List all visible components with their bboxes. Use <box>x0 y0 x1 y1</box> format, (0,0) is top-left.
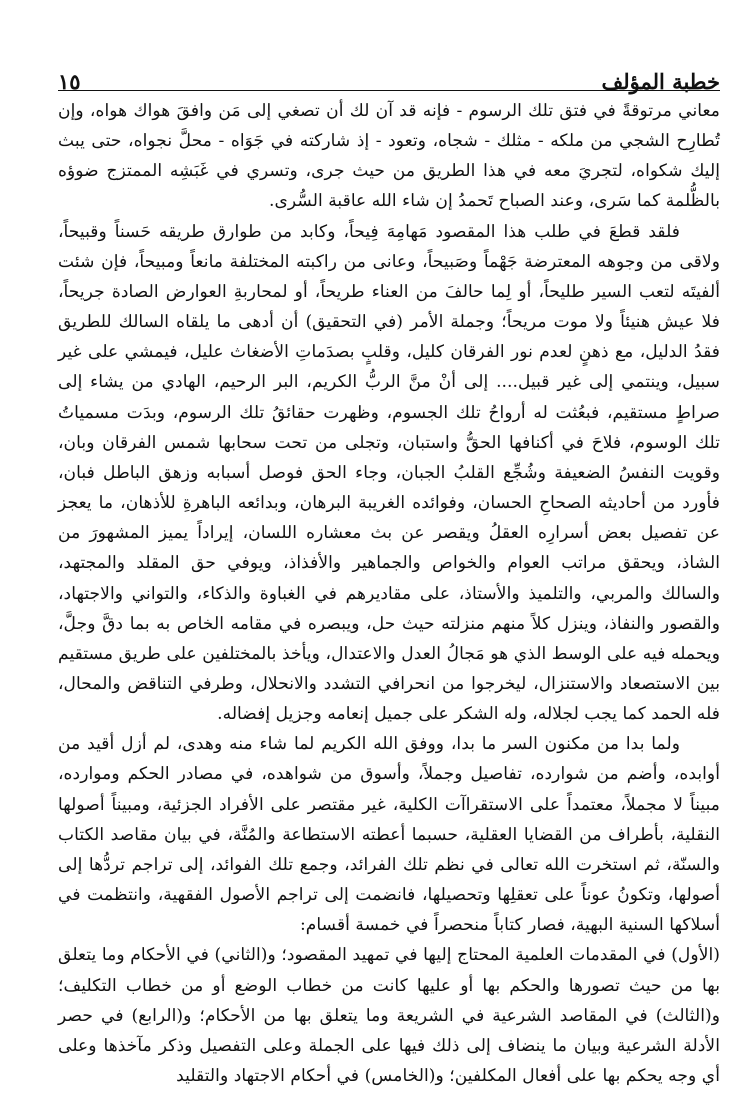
paragraph-2: فلقد قطعَ في طلب هذا المقصود مَهامِهَ فِيحاً، وكابد من طوارق طريقه حَسناً وقبيحاً، ولاقى من وجوهه المعترضة جَهْماً وصَبيحاً، وعانى من راكبته المختلفة مانعاً ومبيحاً، فإن شئت ألفيتَه لتعب السير طليحاً، أو لِما حالفَ من العناء طريحاً، أو لمحاربةِ العوارض الصادة جريحاً، فلا عيش هنيئاً ولا موت مريحاً؛ وجملة الأمر (في التحقيق) أن أدهى ما يلقاه السالك للطريق فقدُ الدليل، مع ذهنٍ لعدم نور الفرقان كليل، وقلبٍ بصدَماتِ الأضغاث عليل، فيمشي على غير سبيل، وينتمي إلى غير قبيل.... إلى أنْ منَّ الربُّ الكريم، البر الرحيم، الهادي من يشاء إلى صراطٍ مستقيم، فبعُثت له أرواحُ تلك الجسوم، وظهرت حقائقُ تلك الرسوم، وبدَت مسمياتُ تلك الوسوم، فلاحَ في أكنافها الحقُّ واستبان، وتجلى من تحت سحابها شمس الفرقان وبان، وقويت النفسُ الضعيفة وشُجِّع القلبُ الجبان، وجاء الحق فوصل أسبابه وزهق الباطل فبان، فأورد من أحاديثه الصحاحِ الحسان، وفوائده الغريبة البرهان، وبدائعه الباهرةِ للأذهان، ما يعجز عن تفصيل بعض أسرارِه العقلُ ويقصر عن بث معشاره اللسان، إيراداً يميز المشهورَ من الشاذ، ويحقق مراتب العوام والخواص والجماهير والأفذاذ، ويوفي حق المقلد والمجتهد، والسالك والمربي، والتلميذ والأستاذ، على مقاديرهم في الغباوة والذكاء، والتواني والاجتهاد، والقصور والنفاذ، وينزل كلاً منهم منزلته حيث حل، ويبصره في مقامه الخاص به بما دقَّ وجلَّ، ويحمله فيه على الوسط الذي هو مَجالُ العدل والاعتدال، ويأخذ بالمختلفين على طريق مستقيم بين الاستصعاد والاستنزال، ليخرجوا من انحرافي التشدد والانحلال، وطرفي التناقض والمحال، فله الحمد كما يجب لجلاله، وله الشكر على جميل إنعامه وجزيل إفضاله. <box>58 221 720 725</box>
header-rule <box>58 90 720 91</box>
chapter-title: خطبة المؤلف <box>601 69 720 94</box>
body-text <box>58 96 720 1091</box>
paragraph-1: معاني مرتوقةً في فتق تلك الرسوم - فإنه قد آن لك أن تصغي إلى مَن وافقَ هواك هواه، وإن تُطارِح الشجي من ملكه - مثلك - شجاه، وتعود - إذ شاركته في جَوَاه - محلَّ نجواه، حتى يبث إليك شكواه، لتجريَ معه في هذا الطريق من حيث جرى، وتسري في غَبَشِه الممتزج ضوؤه بالظُّلمة كما سَرى، وعند الصباح تَحمدُ إن شاء الله عاقبة السُّرى. <box>58 101 720 212</box>
page-number: ١٥ <box>58 69 81 94</box>
running-header <box>58 54 720 92</box>
paragraph-3: ولما بدا من مكنون السر ما بدا، ووفق الله الكريم لما شاء منه وهدى، لم أزل أقيد من أوابده، وأضم من شوارده، تفاصيل وجملاً، وأسوق من شواهده، في مصادر الحكم وموارده، مبيناً لا مجملاً، معتمداً على الاستقراآت الكلية، غير مقتصر على الأفراد الجزئية، ومبيناً أصولها النقلية، بأطراف من القضايا العقلية، حسبما أعطته الاستطاعة والمُنَّة، في بيان مقاصد الكتاب والسنّة، ثم استخرت الله تعالى في نظم تلك الفرائد، وجمع تلك الفوائد، إلى تراجم تردُّها إلى أصولها، وتكونُ عوناً على تعقلِها وتحصيلها، فانضمت إلى تراجم الأصول الفقهية، وانتظمت في أسلاكها السنية البهية، فصار كتاباً منحصراً في خمسة أقسام: <box>58 734 720 936</box>
paragraph-4: (الأول) في المقدمات العلمية المحتاج إليها في تمهيد المقصود؛ و(الثاني) في الأحكام وما يتعلق بها من حيث تصورها والحكم بها أو عليها كانت من خطاب الوضع أو من خطاب التكليف؛ و(الثالث) في المقاصد الشرعية في الشريعة وما يتعلق بها من الأحكام؛ و(الرابع) في حصر الأدلة الشرعية وبيان ما ينضاف إلى ذلك فيها على الجملة وعلى التفصيل وذكر مآخذها وعلى أي وجه يحكم بها على أفعال المكلفين؛ و(الخامس) في أحكام الاجتهاد والتقليد <box>58 945 720 1086</box>
